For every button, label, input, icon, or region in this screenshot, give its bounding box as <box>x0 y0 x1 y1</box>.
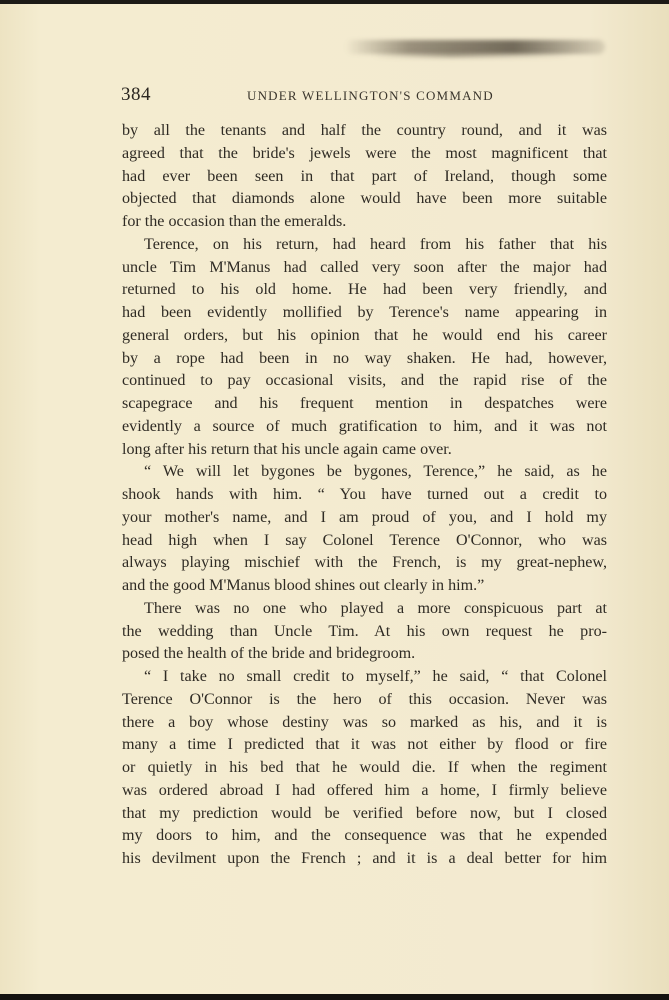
text-line: shook hands with him. “ You have turned out a credit to <box>122 486 607 503</box>
text-line: there a boy whose destiny was so marked as his, and it is <box>122 713 607 731</box>
text-line: “ I take no small credit to myself,” he said, “ that Colonel <box>144 668 607 685</box>
text-line: continued to pay occasional visits, and the rapid rise of the <box>122 372 607 390</box>
text-line: There was no one who played a more conspicuous part at <box>144 599 607 617</box>
text-line: had ever been seen in that part of Ireland, though some <box>122 167 607 185</box>
text-line: and the good M'Manus blood shines out clearly in him.” <box>122 577 485 594</box>
text-line: your mother's name, and I am proud of you, and I hold my <box>122 508 607 526</box>
text-line: many a time I predicted that it was not either by flood or fire <box>122 736 607 754</box>
text-line: that my prediction would be verified before now, but I closed <box>122 804 607 822</box>
text-line: Terence, on his return, had heard from his father that his <box>144 235 607 253</box>
text-line: by all the tenants and half the country round, and it was <box>122 122 607 139</box>
text-line: uncle Tim M'Manus had called very soon after the major had <box>122 258 607 276</box>
text-line: posed the health of the bride and bridegroom. <box>122 645 416 663</box>
text-line: Terence O'Connor is the hero of this occasion. Never was <box>122 690 607 708</box>
text-line: scapegrace and his frequent mention in despatches were <box>122 395 607 412</box>
body-text <box>122 120 607 871</box>
text-line: evidently a source of much gratification to him, and it was not <box>122 417 607 435</box>
scan-top-edge <box>0 0 669 4</box>
text-line: “ We will let bygones be bygones, Terence,” he said, as he <box>144 463 607 481</box>
text-line: for the occasion than the emeralds. <box>122 213 347 230</box>
text-line: always playing mischief with the French, is my great-nephew, <box>122 554 607 572</box>
text-line: had been evidently mollified by Terence's name appearing in <box>122 304 607 321</box>
text-line: returned to his old home. He had been very friendly, and <box>122 281 607 299</box>
running-head: UNDER WELLINGTON'S COMMAND <box>247 88 494 103</box>
text-line: general orders, but his opinion that he would end his career <box>122 326 607 344</box>
text-line: objected that diamonds alone would have been more suitable <box>122 190 607 208</box>
text-line: was ordered abroad I had offered him a home, I firmly believe <box>122 781 607 799</box>
scan-bottom-edge <box>0 994 669 1000</box>
text-line: by a rope had been in no way shaken. He had, however, <box>122 349 607 367</box>
page-header <box>121 84 607 108</box>
scan-smudge-shadow <box>372 52 572 58</box>
text-line: the wedding than Uncle Tim. At his own request he pro- <box>122 622 607 640</box>
text-line: long after his return that his uncle again came over. <box>122 440 452 458</box>
page-number: 384 <box>121 84 151 105</box>
text-line: his devilment upon the French ; and it is a deal better for him <box>122 850 607 867</box>
text-line: head high when I say Colonel Terence O'Connor, who was <box>122 531 607 549</box>
text-line: agreed that the bride's jewels were the most magnificent that <box>122 144 607 162</box>
text-line: or quietly in his bed that he would die. If when the regiment <box>122 759 607 776</box>
text-line: my doors to him, and the consequence was that he expended <box>122 827 607 845</box>
